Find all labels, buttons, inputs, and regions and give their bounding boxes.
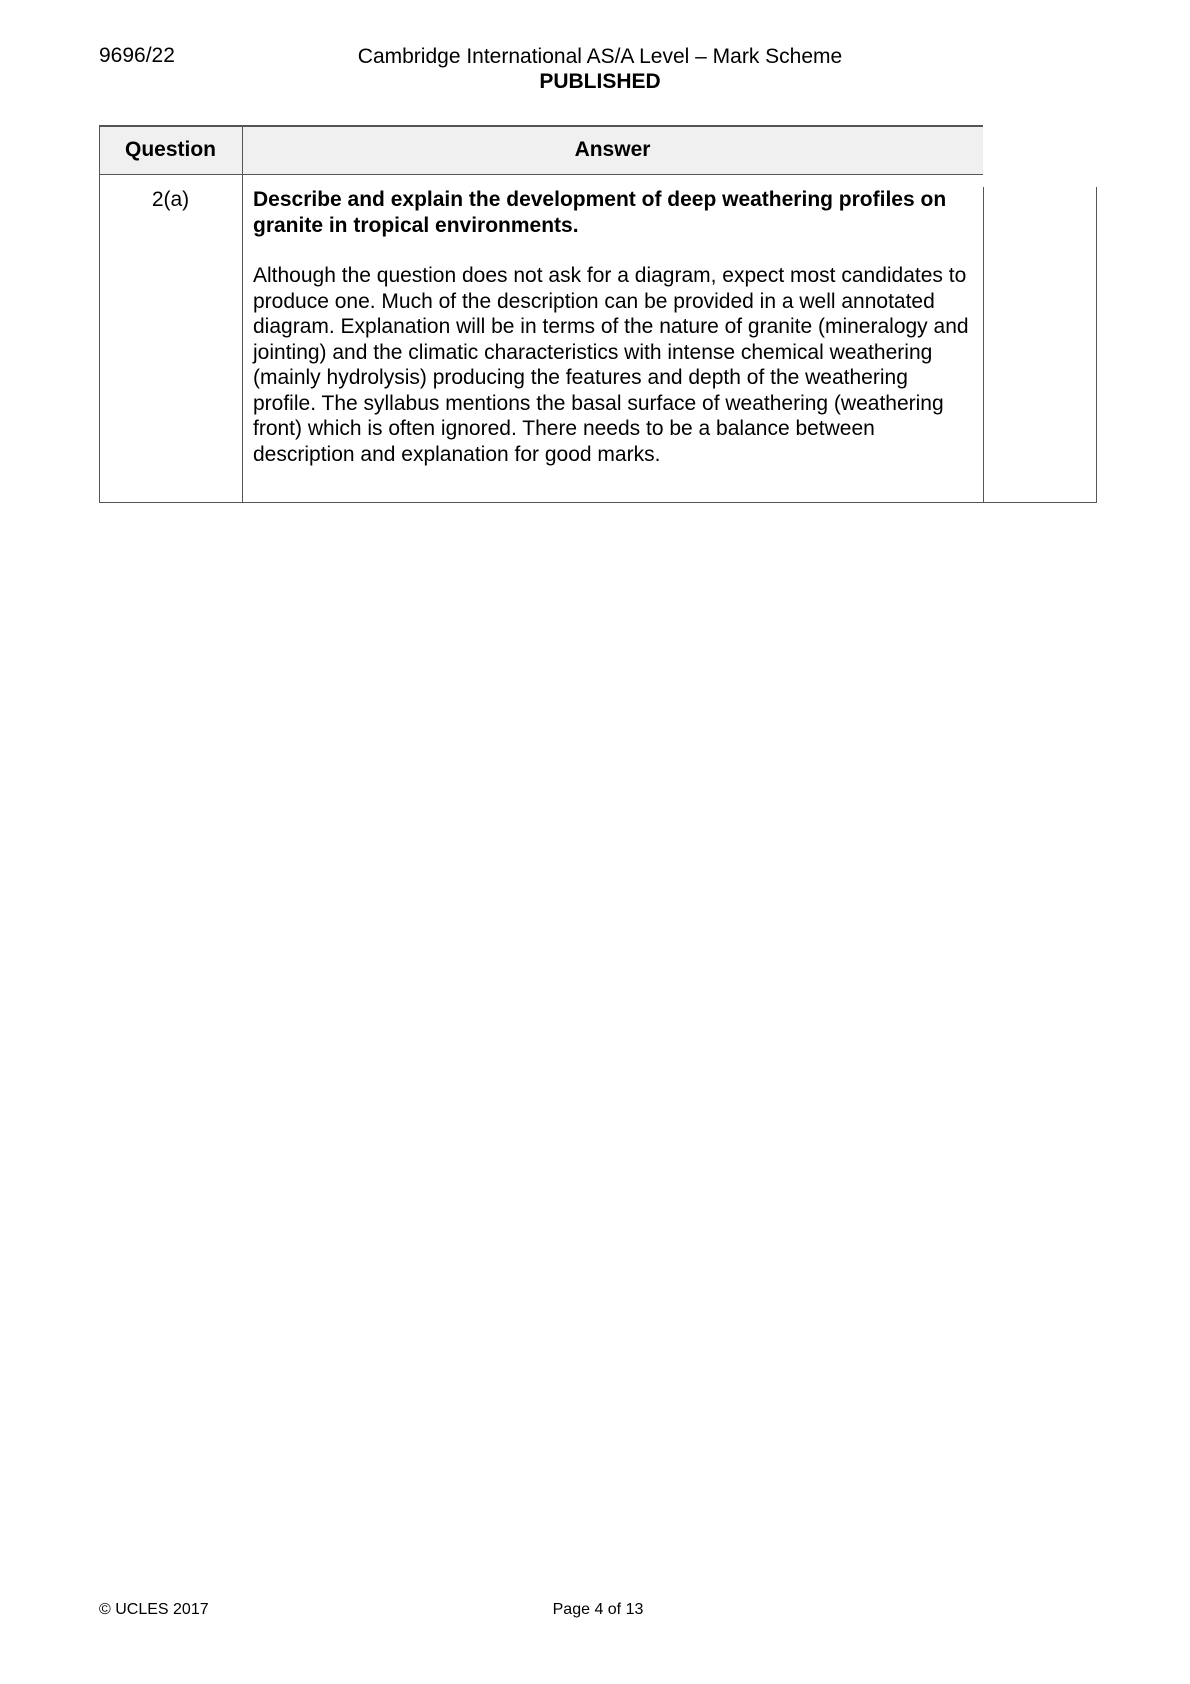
answer-cell xyxy=(253,187,975,467)
answer-guidance: Although the question does not ask for a diagram, expect most candidates to produce one. Much of the description can be provided in a well annotated diagram. Explanation will be in terms of the nature of granite (mineralogy and jointing) and the climatic characteristics with intense chemical weathering (mainly hydrolysis) producing the features and depth of the weathering profile. The syllabus mentions the basal surface of weathering (weathering front) which is often ignored. There needs to be a balance between description and explanation for good marks. xyxy=(253,264,969,466)
document-code: 9696/22 xyxy=(99,44,175,67)
document-title: Cambridge International AS/A Level – Mark Scheme xyxy=(357,45,843,68)
question-title: Describe and explain the development of deep weathering profiles on granite in tropical environments. xyxy=(253,188,947,237)
question-column-divider xyxy=(242,125,243,503)
answer-column-right-border xyxy=(983,187,984,503)
copyright-notice: © UCLES 2017 xyxy=(99,1601,209,1618)
marks-column-right-border xyxy=(1096,187,1097,503)
table-left-border xyxy=(99,125,100,503)
column-header-question: Question xyxy=(124,138,216,161)
table-bottom-border xyxy=(99,502,1097,503)
mark-scheme-table xyxy=(99,125,1097,505)
column-header-answer: Answer xyxy=(574,138,651,161)
page-number: Page 4 of 13 xyxy=(552,1601,644,1618)
published-status: PUBLISHED xyxy=(539,70,661,93)
document-header xyxy=(320,44,880,94)
question-number: 2(a) xyxy=(151,188,190,211)
